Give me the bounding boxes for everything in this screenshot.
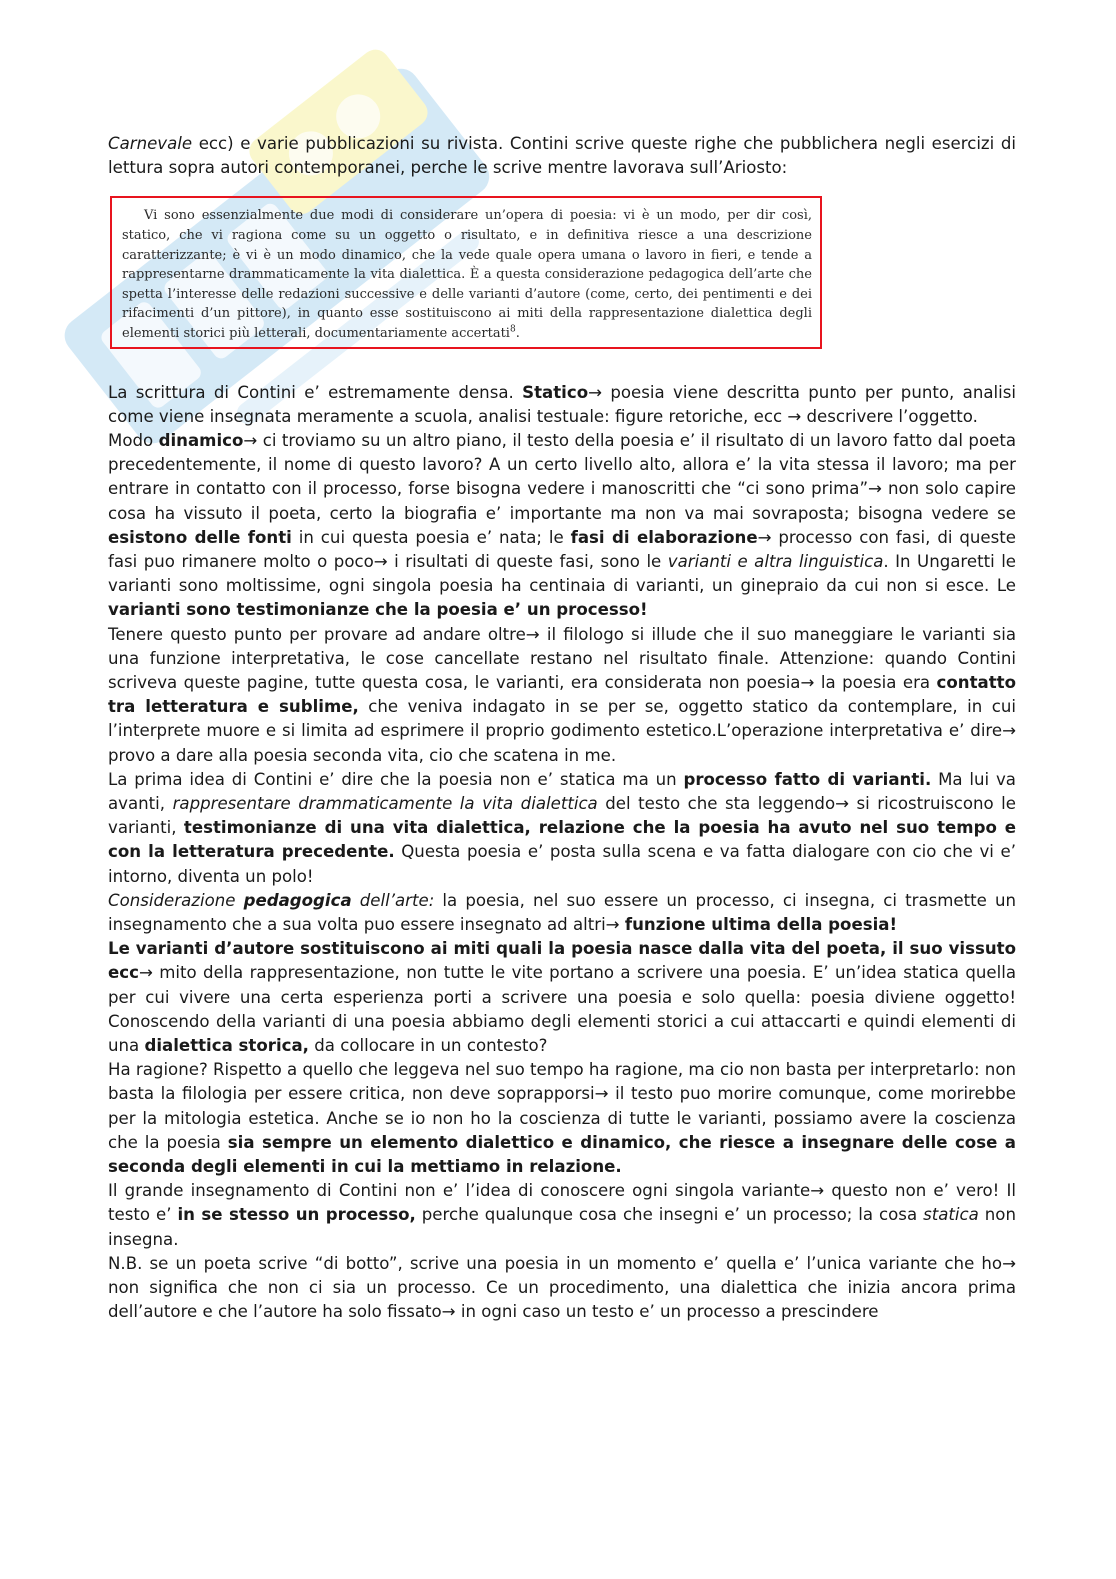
paragraph-statico: La scrittura di Contini e’ estremamente densa. Statico→ poesia viene descritta punto per punto, analisi come viene insegnata meramente a scuola, analisi testuale: figure retoriche, ecc → descrivere l’oggetto. (108, 382, 1016, 426)
intro-paragraph: Carnevale ecc) e varie pubblicazioni su rivista. Contini scrive queste righe che pubblichera negli esercizi di lettura sopra autori contemporanei, perche le scrive mentre lavorava sull’Ariosto: (108, 134, 1016, 178)
paragraph-filologo: Tenere questo punto per provare ad andare oltre→ il filologo si illude che il suo maneggiare le varianti sia una funzione interpretativa, le cose cancellate restano nel risultato finale. Attenzione: quando Contini scriveva queste pagine, tutte questa cosa, le varianti, era considerata non poesia→ la poesia era contatto tra letteratura e sublime, che veniva indagato in se per se, oggetto statico da contemplare, in cui l’interprete muore e si limita ad esprimere il proprio godimento estetico.L’operazione interpretativa e’ dire→ provo a dare alla poesia seconda vita, cio che scatena in me. (108, 624, 1016, 765)
paragraph-varianti-autore: Le varianti d’autore sostituiscono ai miti quali la poesia nasce dalla vita del poeta, il suo vissuto ecc→ mito della rappresentazione, non tutte le vite portano a scrivere una poesia. E’ un’idea statica quella per cui vivere una certa esperienza porti a scrivere una poesia e solo quella: poesia diviene oggetto! Conoscendo della varianti di una poesia abbiamo degli elementi storici a cui attaccarti e quindi elementi di una dialettica storica, da collocare in un contesto? (108, 939, 1016, 1056)
document-page (108, 132, 1016, 1324)
paragraph-nb: N.B. se un poeta scrive “di botto”, scrive una poesia in un momento e’ quella e’ l’unica variante che ho→ non significa che non ci sia un processo. Ce un procedimento, una dialettica che inizia ancora prima dell’autore e che l’autore ha solo fissato→ in ogni caso un testo e’ un processo a prescindere (108, 1253, 1016, 1322)
paragraph-dinamico: Modo dinamico→ ci troviamo su un altro piano, il testo della poesia e’ il risultato di un lavoro fatto dal poeta precedentemente, il nome di questo lavoro? A un certo livello alto, allora e’ la vita stessa il lavoro; ma per entrare in contatto con il processo, forse bisogna vedere i manoscritti che “ci sono prima”→ non solo capire cosa ha vissuto il poeta, certo la biografia e’ importante ma non va mai sovraposta; bisogna vedere se esistono delle fonti in cui questa poesia e’ nata; le fasi di elaborazione→ processo con fasi, di queste fasi puo rimanere molto o poco→ i risultati di queste fasi, sono le varianti e altra linguistica. In Ungaretti le varianti sono moltissime, ogni singola poesia ha centinaia di varianti, un ginepraio da cui non si esce. Le varianti sono testimonianze che la poesia e’ un processo! (108, 430, 1017, 620)
footnote-marker: 8 (509, 324, 516, 335)
paragraph-ha-ragione: Ha ragione? Rispetto a quello che leggeva nel suo tempo ha ragione, ma cio non basta per interpretarlo: non basta la filologia per essere critica, non deve soprapporsi→ il testo puo morire comunque, come morirebbe per la mitologia estetica. Anche se io non ho la coscienza di tutte le varianti, possiamo avere la coscienza che la poesia sia sempre un elemento dialettico e dinamico, che riesce a insegnare delle cose a seconda degli elementi in cui la mettiamo in relazione. (108, 1060, 1016, 1177)
paragraph-prima-idea: La prima idea di Contini e’ dire che la poesia non e’ statica ma un processo fatto di varianti. Ma lui va avanti, rappresentare drammaticamente la vita dialettica del testo che sta leggendo→ si ricostruiscono le varianti, testimonianze di una vita dialettica, relazione che la poesia ha avuto nel suo tempo e con la letteratura precedente. Questa poesia e’ posta sulla scena e va fatta dialogare con cio che vi e’ intorno, diventa un polo! (108, 769, 1016, 886)
quote-box (110, 196, 822, 348)
paragraph-pedagogica: Considerazione pedagogica dell’arte: la poesia, nel suo essere un processo, ci insegna, ci trasmette un insegnamento che a sua volta puo essere insegnato ad altri→ funzione ultima della poesia! (108, 890, 1017, 935)
quote-text: Vi sono essenzialmente due modi di considerare un’opera di poesia: vi è un modo, per dir così, statico, che vi ragiona come su un oggetto o risultato, e in definitiva riesce a una descrizione caratterizzante; è vi è un modo dinamico, che la vede quale opera umana o lavoro in fieri, e tende a rappresentarne drammaticamente la vita dialettica. È a questa considerazione pedagogica dell’arte che spetta l’interesse delle redazioni successive e delle varianti d’autore (come, certo, dei pentimenti e dei rifacimenti d’un pittore), in quanto esse sostituiscono ai miti della rappresentazione dialettica degli elementi storici più letterali, documentariamente accertati$^8$. (122, 208, 812, 341)
paragraph-insegnamento: Il grande insegnamento di Contini non e’ l’idea di conoscere ogni singola variante→ questo non e’ vero! Il testo e’ in se stesso un processo, perche qualunque cosa che insegni e’ un processo; la cosa statica non insegna. (108, 1181, 1016, 1249)
